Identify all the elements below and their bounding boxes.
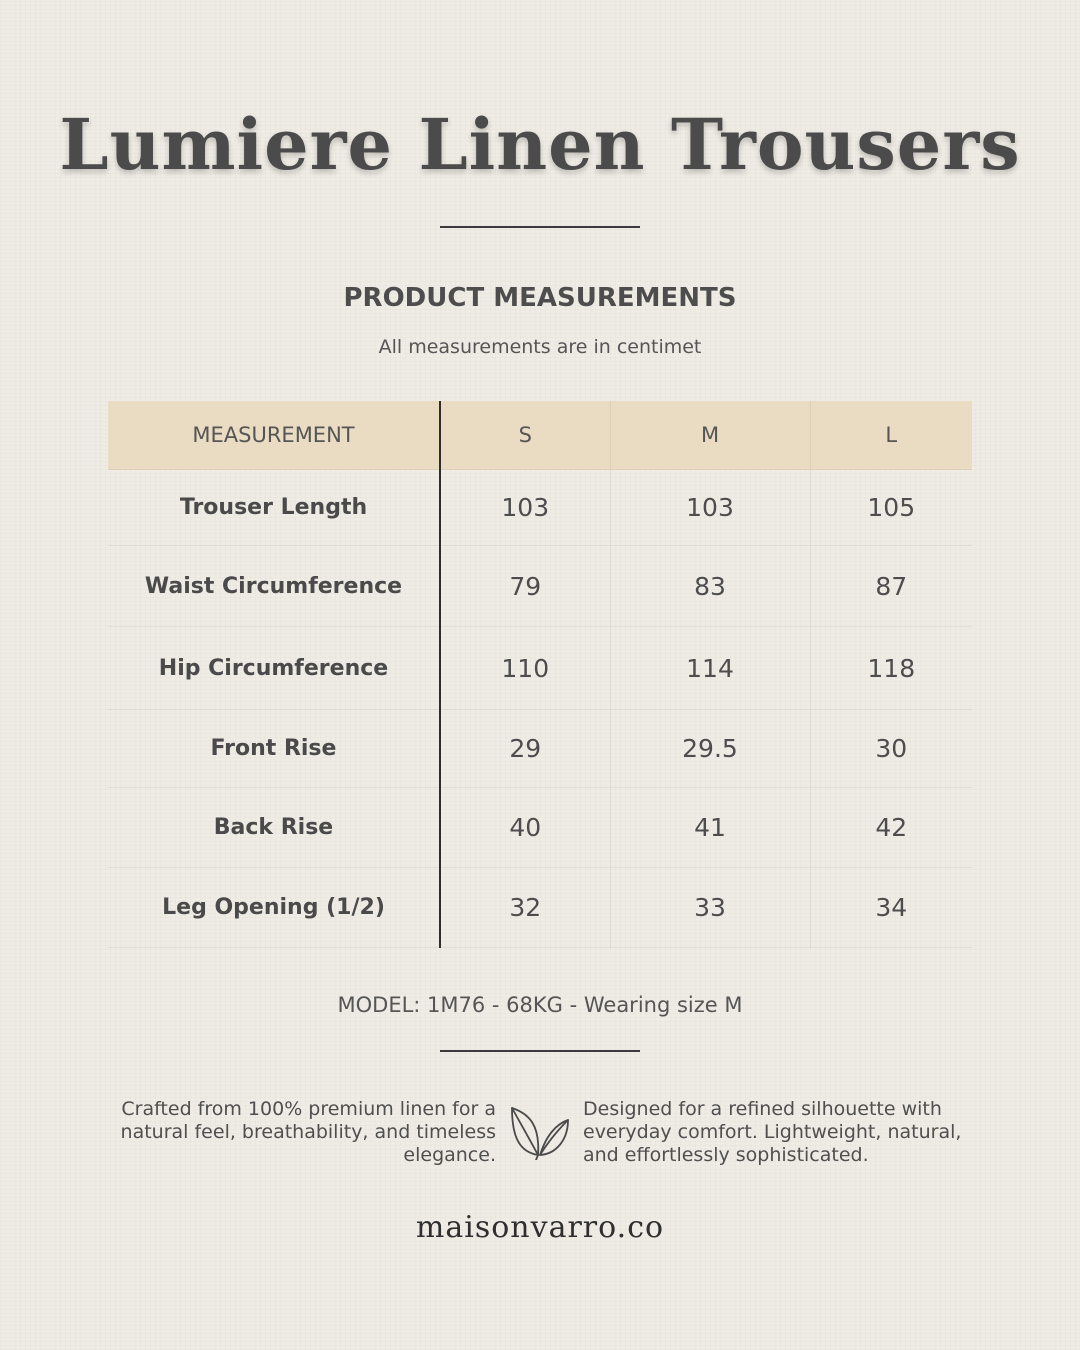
cell-value-s: 110 <box>440 627 610 710</box>
cell-value-l: 105 <box>810 470 972 546</box>
cell-value-s: 29 <box>440 710 610 788</box>
row-label: Hip Circumference <box>108 627 440 710</box>
units-note: All measurements are in centimet <box>378 336 702 358</box>
table-row <box>108 710 972 788</box>
cell-value-m: 114 <box>610 627 810 710</box>
fit-description: Designed for a refined silhouette with everyday comfort. Lightweight, natural, and effortlessly sophisticated. <box>583 1098 962 1166</box>
table-row <box>108 627 972 710</box>
cell-value-l: 30 <box>810 710 972 788</box>
page-title: Lumiere Linen Trousers <box>59 103 1021 186</box>
header-measurement: MEASUREMENT <box>108 401 440 470</box>
section-heading: PRODUCT MEASUREMENTS <box>343 283 737 313</box>
fabric-description: Crafted from 100% premium linen for a natural feel, breathability, and timeless elegance. <box>120 1098 496 1166</box>
table-header-row <box>108 401 972 470</box>
leaf-icon <box>508 1100 572 1160</box>
header-size-m: M <box>610 401 810 470</box>
table-row <box>108 470 972 546</box>
cell-value-s: 79 <box>440 546 610 627</box>
header-size-s: S <box>440 401 610 470</box>
cell-value-l: 87 <box>810 546 972 627</box>
top-divider <box>440 226 640 228</box>
cell-value-l: 34 <box>810 868 972 948</box>
cell-value-m: 33 <box>610 868 810 948</box>
model-info: MODEL: 1M76 - 68KG - Wearing size M <box>337 993 743 1017</box>
cell-value-l: 42 <box>810 788 972 868</box>
cell-value-s: 40 <box>440 788 610 868</box>
cell-value-m: 83 <box>610 546 810 627</box>
row-label: Trouser Length <box>108 470 440 546</box>
table-row <box>108 546 972 627</box>
cell-value-m: 103 <box>610 470 810 546</box>
header-size-l: L <box>810 401 972 470</box>
cell-value-s: 103 <box>440 470 610 546</box>
row-label: Front Rise <box>108 710 440 788</box>
table-row <box>108 868 972 948</box>
brand-url: maisonvarro.co <box>415 1210 665 1245</box>
row-label: Leg Opening (1/2) <box>108 868 440 948</box>
cell-value-m: 29.5 <box>610 710 810 788</box>
row-label: Back Rise <box>108 788 440 868</box>
measurement-table <box>108 401 972 948</box>
cell-value-m: 41 <box>610 788 810 868</box>
row-label: Waist Circumference <box>108 546 440 627</box>
table-row <box>108 788 972 868</box>
cell-value-s: 32 <box>440 868 610 948</box>
cell-value-l: 118 <box>810 627 972 710</box>
bottom-divider <box>440 1050 640 1052</box>
